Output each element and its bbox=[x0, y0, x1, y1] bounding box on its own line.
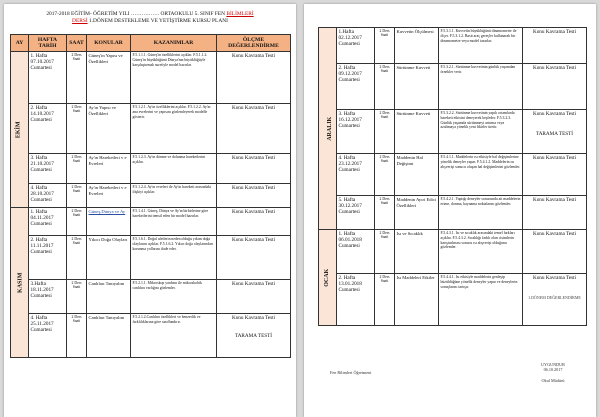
table-row bbox=[319, 274, 587, 326]
topic-cell: Güneş'in Yapısı ve Özellikleri bbox=[87, 52, 131, 104]
approval-block bbox=[528, 362, 578, 383]
objective-cell: F.5.1.2.4. Ay'ın evreleri ile Ay'ın hareketi arasındaki ilişkiyi açıklar. bbox=[131, 184, 217, 208]
objective-cell: F.5.4.3.1. Isı ve sıcaklık arasındaki temel farkları açıklar. F.5.4.3.2. Sıcaklığı farklı olan cisimlerin karıştırılması sonucu ısı alışverişi olduğunu gözlemler. bbox=[439, 230, 523, 274]
table-row bbox=[11, 104, 291, 154]
assessment-cell: Konu Kavrama Testi bbox=[217, 104, 291, 154]
assessment-cell: Konu Kavrama Testi bbox=[217, 280, 291, 314]
table-row bbox=[319, 196, 587, 230]
objective-cell: F.5.1.6.1. Doğal afetlerin neden olduğu yıkım doğa olaylarını açıklar. F.5.1.6.2. Yıkıcı doğa olaylarından korunma yollarını ifade eder. bbox=[131, 236, 217, 280]
week-cell: 4. Hafta 28.10.2017 Cumartesi bbox=[29, 184, 67, 208]
hours-cell: 2 Ders Saati bbox=[375, 154, 395, 196]
approval-label: UYGUNDUR bbox=[541, 362, 565, 367]
week-cell: 2. Hafta 11.11.2017 Cumartesi bbox=[29, 236, 67, 280]
hours-cell: 2 Ders Saati bbox=[67, 236, 87, 280]
tarama-testi: TARAMA TESTİ bbox=[234, 333, 273, 339]
table-row bbox=[319, 230, 587, 274]
objective-cell: F.5.4.1.1. Maddelerin ısı etkisiyle hal değişimlerine yönelik deneyler yapar. F.5.4.1.2. Maddelerin ısı alışverişi sonucu oluşan hal değişimlerini gözlemler. bbox=[439, 154, 523, 196]
month-aralik: ARALIK bbox=[319, 28, 337, 230]
week-cell: 1. Hafta 06.01.2018 Cumartesi bbox=[337, 230, 375, 274]
table-row bbox=[11, 154, 291, 184]
week-cell: 4. Hafta 25.11.2017 Cumartesi bbox=[29, 314, 67, 358]
table-header-row bbox=[11, 35, 291, 52]
plan-title bbox=[8, 11, 292, 24]
hours-cell: 2 Ders Saati bbox=[375, 28, 395, 64]
month-ekim: EKİM bbox=[11, 52, 29, 208]
objective-cell: F.5.2.1.1. Mikroskop yardımı ile mikroskobik canlıları varlığını gözlemler. bbox=[131, 280, 217, 314]
assessment-cell: Konu Kavrama Testi bbox=[523, 64, 587, 110]
month-ocak: OCAK bbox=[319, 230, 337, 326]
document-page-2 bbox=[304, 4, 596, 417]
principal-label: Okul Müdürü bbox=[541, 378, 565, 383]
assessment-cell: Konu Kavrama Testi bbox=[217, 184, 291, 208]
assessment-text: Konu Kavrama Testi bbox=[532, 111, 577, 117]
topic-cell: Yıkıcı Doğa Olayları bbox=[87, 236, 131, 280]
topic-cell: Ay'ın Hareketleri v e Evreleri bbox=[87, 184, 131, 208]
document-page-1 bbox=[4, 4, 296, 417]
topic-cell: Canlıları Tanıyalım bbox=[87, 280, 131, 314]
col-konular: KONULAR bbox=[87, 35, 131, 52]
week-cell: 2. Hafta 13.01.2018 Cumartesi bbox=[337, 274, 375, 326]
assessment-cell bbox=[523, 110, 587, 154]
plan-table-1 bbox=[10, 34, 291, 358]
hours-cell: 2 Ders Saati bbox=[67, 208, 87, 236]
topic-cell: Maddenin Ayırt Edici Özellikleri bbox=[395, 196, 439, 230]
assessment-cell: Konu Kavrama Testi bbox=[217, 208, 291, 236]
week-cell: 4. Hafta 23.12.2017 Cumartesi bbox=[337, 154, 375, 196]
hours-cell: 2 Ders Saati bbox=[67, 314, 87, 358]
assessment-cell: Konu Kavrama Testi bbox=[523, 28, 587, 64]
table-row bbox=[319, 28, 587, 64]
title-line2: 1.DÖNEM DESTEKLEME VE YETİŞTİRME KURSU PLANI bbox=[87, 17, 228, 24]
assessment-text: Konu Kavrama Testi bbox=[231, 315, 276, 321]
week-cell: 2. Hafta 09.12.2017 Cumartesi bbox=[337, 64, 375, 110]
month-kasim: KASIM bbox=[11, 208, 29, 358]
hours-cell: 2 Ders Saati bbox=[375, 230, 395, 274]
approval-date: 06.10.2017 bbox=[543, 367, 563, 372]
table-row bbox=[11, 314, 291, 358]
title-line1: 2017-2018 EĞİTİM- ÖĞRETİM YILI ……………. ORTAOKULU 5. SINIF FEN bbox=[46, 11, 227, 17]
topic-cell: Kuvvetin Ölçülmesi bbox=[395, 28, 439, 64]
objective-cell: F.5.4.2.1. Yaptığı deneyler sonucunda ait maddelerin erime, donma, kaynama noktalarını gözlemler. bbox=[439, 196, 523, 230]
col-hafta: HAFTA TARİH bbox=[29, 35, 67, 52]
table-row bbox=[319, 154, 587, 196]
donem-degerlendirme: 1.DÖNEM DEĞERLENDİRME bbox=[528, 295, 581, 300]
week-cell: 1. Hafta 04.11.2017 Cumartesi bbox=[29, 208, 67, 236]
title-line2-highlight: DERSİ bbox=[72, 17, 88, 24]
col-kazanimlar: KAZANIMLAR bbox=[131, 35, 217, 52]
objective-cell: F.5.3.1.1. Kuvvetin büyüklüğünü dinamometre ile ölçer. F.5.3.1.2. Basit araç gereçler kullanarak bir dinamometre veya model tasarlar. bbox=[439, 28, 523, 64]
table-row bbox=[11, 236, 291, 280]
table-row bbox=[319, 64, 587, 110]
hours-cell: 2 Ders Saati bbox=[67, 184, 87, 208]
week-cell: 3. Hafta 16.12.2017 Cumartesi bbox=[337, 110, 375, 154]
assessment-cell: Konu Kavrama Testi bbox=[523, 196, 587, 230]
topic-cell: Ay'ın Yapısı ve Özellikleri bbox=[87, 104, 131, 154]
week-cell: 2. Hafta 14.10.2017 Cumartesi bbox=[29, 104, 67, 154]
week-cell: 1.Hafta 02.12.2017 Cumartesi bbox=[337, 28, 375, 64]
assessment-cell: Konu Kavrama Testi bbox=[217, 154, 291, 184]
table-row bbox=[11, 52, 291, 104]
topic-cell: Isı Maddeleri Etkiler bbox=[395, 274, 439, 326]
assessment-cell: Konu Kavrama Testi bbox=[523, 230, 587, 274]
topic-cell: Maddenin Hal Değişimi bbox=[395, 154, 439, 196]
week-cell: 1. Hafta 07.10.2017 Cumartesi bbox=[29, 52, 67, 104]
hours-cell: 2 Ders Saati bbox=[375, 196, 395, 230]
hours-cell: 2 Ders Saati bbox=[67, 52, 87, 104]
assessment-text: Konu Kavrama Testi bbox=[532, 275, 577, 281]
tarama-testi: TARAMA TESTİ bbox=[535, 131, 574, 137]
topic-cell: Ay'ın Hareketleri v e Evreleri bbox=[87, 154, 131, 184]
assessment-cell: Konu Kavrama Testi bbox=[217, 236, 291, 280]
title-line1-highlight: BİLİMLERİ bbox=[226, 11, 254, 17]
objective-cell: F.5.3.2.1. Sürtünme kuvvetinin günlük yaşamdan örnekler verir. bbox=[439, 64, 523, 110]
assessment-cell bbox=[523, 274, 587, 326]
objective-cell: F.5.4.4.1. Isı etkisiyle maddelerin genleşip büzüldüğüne yönelik deneyler yapar ve deneylerin sonuçlarını tartışır. bbox=[439, 274, 523, 326]
objective-cell: F.5.3.2.2. Sürtünme kuvvetinin yapılı ortamlarda hareketi etkisini deneyerek keşfeder. F.5.3.2.3. Günlük yaşamda sürtünmeyi artırma veya azaltmaya yönelik yeni fikirler üretir. bbox=[439, 110, 523, 154]
objective-cell: F.5.2.1.2.Canlıları özellikleri ve benzerlik ve farklılıklarına göre sınıflandırır. bbox=[131, 314, 217, 358]
assessment-cell bbox=[217, 314, 291, 358]
hours-cell: 2 Ders Saati bbox=[67, 280, 87, 314]
week-cell: 3.Hafta 18.11.2017 Cumartesi bbox=[29, 280, 67, 314]
assessment-cell: Konu Kavrama Testi bbox=[217, 52, 291, 104]
col-olcme: ÖLÇME DEĞERLENDİRME bbox=[217, 35, 291, 52]
topic-cell: Canlıları Tanıyalım bbox=[87, 314, 131, 358]
table-row bbox=[11, 208, 291, 236]
hours-cell: 2 Ders Saati bbox=[375, 274, 395, 326]
objective-cell: F.5.1.4.1. Güneş, Dünya ve Ay'ın birbirlerine göre hareketlerini temsil eden bir model hazırlar. bbox=[131, 208, 217, 236]
topic-cell: Isı ve Sıcaklık bbox=[395, 230, 439, 274]
assessment-cell: Konu Kavrama Testi bbox=[523, 154, 587, 196]
table-row bbox=[319, 110, 587, 154]
hours-cell: 2 Ders Saati bbox=[375, 110, 395, 154]
col-ay: AY bbox=[11, 35, 29, 52]
teacher-signature-label: Fen Bilimleri Öğretmeni bbox=[330, 370, 372, 375]
objective-cell: F.5.1.1.1. Güneş'in özelliklerini açıklar. F.5.1.1.2. Güneş'in büyüklüğünü Dünya'nın büyüklüğüyle karşılaştırmak suretiyle model hazırlar. bbox=[131, 52, 217, 104]
hours-cell: 2 Ders Saati bbox=[67, 104, 87, 154]
table-row bbox=[11, 184, 291, 208]
week-cell: 5. Hafta 30.12.2017 Cumartesi bbox=[337, 196, 375, 230]
topic-cell: Sürtünme Kuvveti bbox=[395, 110, 439, 154]
objective-cell: F.5.1.2.1. Ay'ın özelliklerini açıklar. F.5.1.2.2. Ay'ın ana evrelerini ve yapısını gözlemleyerek modelle gösterir. bbox=[131, 104, 217, 154]
hours-cell: 2 Ders Saati bbox=[67, 154, 87, 184]
col-saat: SAAT bbox=[67, 35, 87, 52]
objective-cell: F.5.1.2.3. Ay'ın dönme ve dolanma hareketlerini açıklar. bbox=[131, 154, 217, 184]
topic-cell: Sürtünme Kuvveti bbox=[395, 64, 439, 110]
week-cell: 3. Hafta 21.10.2017 Cumartesi bbox=[29, 154, 67, 184]
plan-table-2 bbox=[318, 27, 587, 326]
hours-cell: 2 Ders Saati bbox=[375, 64, 395, 110]
topic-cell: Güneş,Dünya ve Ay bbox=[87, 208, 131, 236]
table-row bbox=[11, 280, 291, 314]
